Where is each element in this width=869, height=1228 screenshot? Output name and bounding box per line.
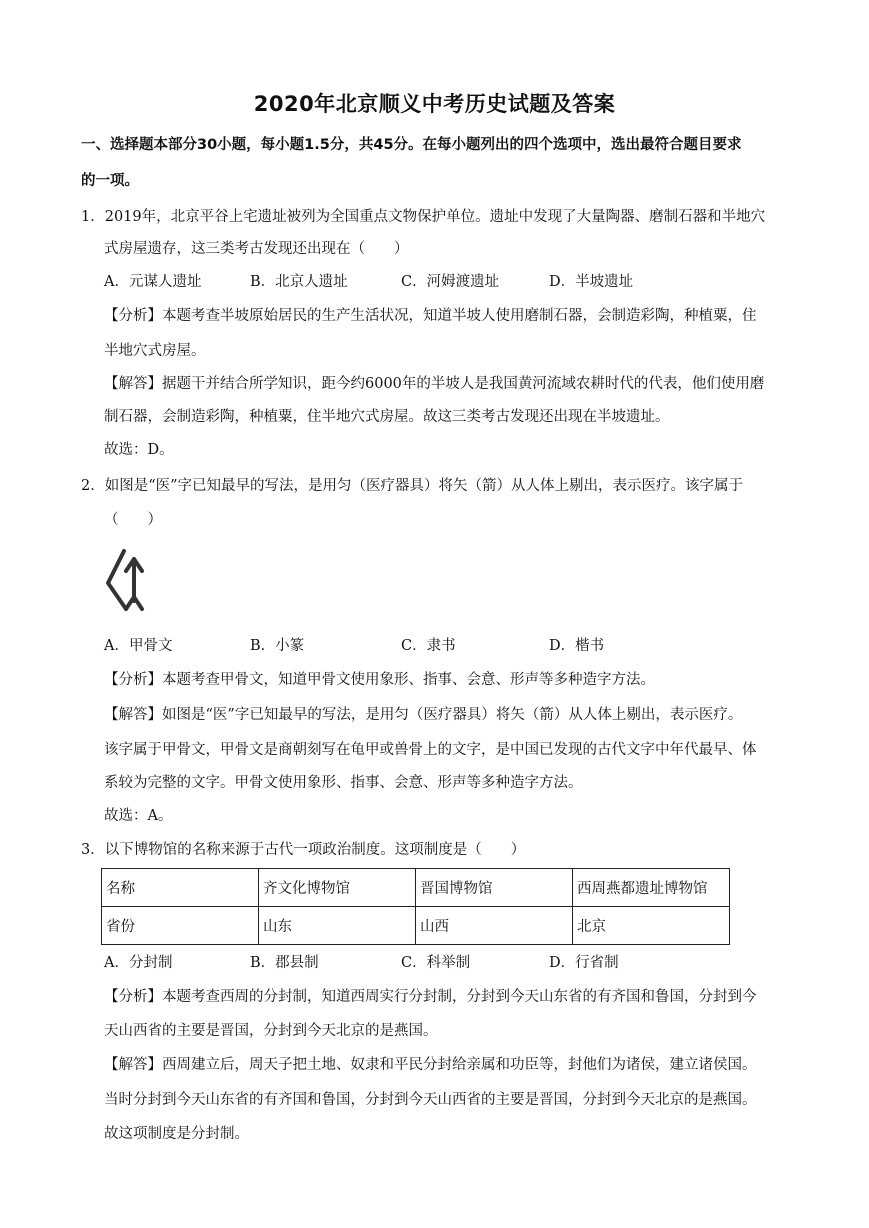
q3-answer-line1: 【解答】西周建立后，周天子把土地、奴隶和平民分封给亲属和功臣等，封他们为诸侯，建立诸侯国。 — [104, 1057, 757, 1073]
q1-analysis-line2: 半地穴式房屋。 — [104, 343, 206, 359]
q2-answer-line1: 【解答】如图是“医”字已知最早的写法，是用匀（医疗器具）将矢（箭）从人体上剔出，表示医疗。 — [104, 707, 743, 723]
table-cell: 西周燕都遗址博物馆 — [573, 869, 730, 907]
q1-option-c: C．河姆渡遗址 — [401, 274, 500, 290]
table-cell: 晋国博物馆 — [416, 869, 573, 907]
table-cell: 山西 — [416, 907, 573, 945]
q3-analysis-line1: 【分析】本题考查西周的分封制，知道西周实行分封制，分封到今天山东省的有齐国和鲁国，分封到今 — [104, 989, 757, 1005]
q2-option-d: D．楷书 — [549, 638, 605, 654]
q2-answer-line2: 该字属于甲骨文，甲骨文是商朝刻写在龟甲或兽骨上的文字，是中国已发现的古代文字中年代最早、体 — [104, 742, 757, 758]
table-cell: 省份 — [102, 907, 259, 945]
q3-museum-table — [101, 868, 730, 945]
table-row — [102, 907, 730, 945]
q2-analysis-line1: 【分析】本题考查甲骨文，知道甲骨文使用象形、指事、会意、形声等多种造字方法。 — [104, 672, 655, 688]
table-row — [102, 869, 730, 907]
q2-choice: 故选：A。 — [104, 808, 173, 824]
q3-answer-line3: 故这项制度是分封制。 — [104, 1126, 249, 1142]
q2-answer-line3: 系较为完整的文字。甲骨文使用象形、指事、会意、形声等多种造字方法。 — [104, 775, 583, 791]
q2-option-c: C．隶书 — [401, 638, 456, 654]
q1-stem-line2: 式房屋遗存，这三类考古发现还出现在（ ） — [104, 241, 409, 257]
section-heading-line2: 的一项。 — [81, 173, 139, 189]
q2-option-a: A．甲骨文 — [104, 638, 173, 654]
q3-answer-line2: 当时分封到今天山东省的有齐国和鲁国，分封到今天山西省的主要是晋国，分封到今天北京的是燕国。 — [104, 1092, 757, 1108]
q3-option-b: B．郡县制 — [250, 955, 319, 971]
q2-stem-line1: 2．如图是“医”字已知最早的写法，是用匀（医疗器具）将矢（箭）从人体上剔出，表示医疗。该字属于 — [81, 478, 744, 494]
q1-option-b: B．北京人遗址 — [250, 274, 348, 290]
section-heading-line1: 一、选择题本部分30小题，每小题1.5分，共45分。在每小题列出的四个选项中，选出最符合题目要求 — [81, 137, 742, 153]
q2-option-b: B．小篆 — [250, 638, 305, 654]
q2-stem-line2: （ ） — [104, 512, 162, 528]
page-title: 2020年北京顺义中考历史试题及答案 — [253, 92, 616, 116]
q3-option-d: D．行省制 — [549, 955, 619, 971]
q3-stem-line1: 3．以下博物馆的名称来源于古代一项政治制度。这项制度是（ ） — [81, 842, 526, 858]
q2-options — [104, 636, 804, 656]
table-cell: 北京 — [573, 907, 730, 945]
q1-option-d: D．半坡遗址 — [549, 274, 634, 290]
q1-answer-line2: 制石器，会制造彩陶，种植粟，住半地穴式房屋。故这三类考古发现还出现在半坡遗址。 — [104, 409, 670, 425]
q1-choice: 故选：D。 — [104, 442, 174, 458]
q3-option-a: A．分封制 — [104, 955, 173, 971]
q1-stem-line1: 1．2019年，北京平谷上宅遗址被列为全国重点文物保护单位。遗址中发现了大量陶器、磨制石器和半地穴 — [81, 209, 766, 225]
q1-option-a: A．元谋人遗址 — [104, 274, 202, 290]
table-cell: 齐文化博物馆 — [259, 869, 416, 907]
q1-answer-line1: 【解答】据题干并结合所学知识，距今约6000年的半坡人是我国黄河流域农耕时代的代表，他们使用磨 — [104, 376, 765, 392]
table-cell: 山东 — [259, 907, 416, 945]
q3-options — [104, 953, 804, 973]
q1-options — [104, 272, 804, 292]
q3-option-c: C．科举制 — [401, 955, 471, 971]
q3-analysis-line2: 天山西省的主要是晋国，分封到今天北京的是燕国。 — [104, 1023, 438, 1039]
oracle-bone-yi-icon — [104, 545, 150, 615]
q1-analysis-line1: 【分析】本题考查半坡原始居民的生产生活状况，知道半坡人使用磨制石器，会制造彩陶，种植粟，住 — [104, 308, 757, 324]
table-cell: 名称 — [102, 869, 259, 907]
